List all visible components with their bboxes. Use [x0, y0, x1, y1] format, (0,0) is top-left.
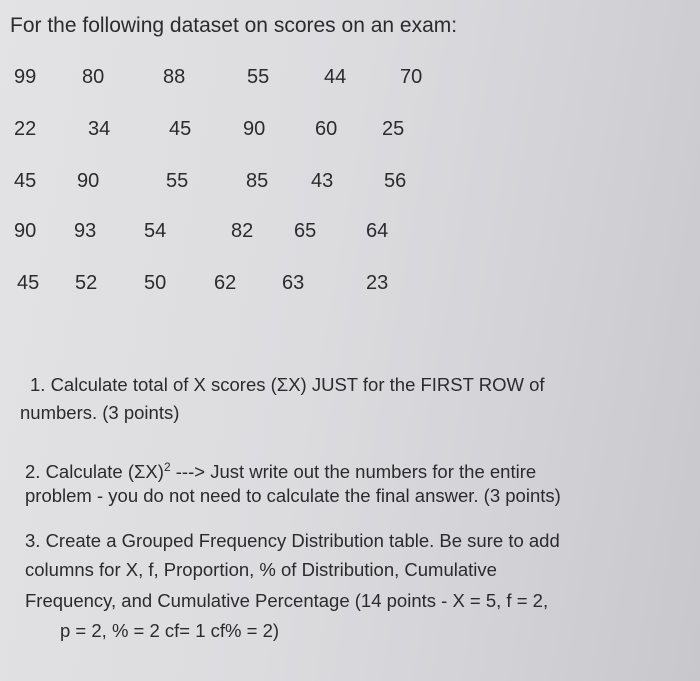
- question-3-line-2: columns for X, f, Proportion, % of Distribution, Cumulative: [25, 559, 497, 580]
- score-cell: 45: [169, 118, 192, 140]
- score-cell: 88: [163, 66, 186, 88]
- score-cell: 43: [311, 170, 334, 192]
- question-2-line-2: problem - you do not need to calculate the final answer. (3 points): [25, 485, 561, 506]
- question-3-line-4: p = 2, % = 2 cf= 1 cf% = 2): [60, 620, 280, 641]
- score-cell: 45: [17, 272, 40, 294]
- score-cell: 22: [14, 118, 37, 140]
- score-cell: 63: [282, 272, 305, 294]
- question-2-expression: 2. Calculate (ΣX): [25, 461, 164, 483]
- question-1-line-1: 1. Calculate total of X scores (ΣX) JUST for the FIRST ROW of: [30, 374, 545, 395]
- score-cell: 25: [382, 118, 405, 140]
- question-3-line-1: 3. Create a Grouped Frequency Distribution table. Be sure to add: [25, 530, 560, 551]
- score-cell: 65: [294, 220, 317, 242]
- score-cell: 85: [246, 170, 269, 192]
- score-cell: 62: [214, 272, 237, 294]
- score-cell: 55: [166, 170, 189, 192]
- score-cell: 99: [14, 66, 37, 88]
- score-cell: 34: [88, 118, 111, 140]
- score-cell: 45: [14, 170, 37, 192]
- score-cell: 23: [366, 272, 389, 294]
- score-cell: 54: [144, 220, 167, 242]
- score-cell: 60: [315, 118, 338, 140]
- score-cell: 56: [384, 170, 407, 192]
- question-3-line-3: Frequency, and Cumulative Percentage (14 points - X = 5, f = 2,: [25, 590, 549, 611]
- score-cell: 70: [400, 66, 423, 88]
- question-1-line-2: numbers. (3 points): [20, 402, 180, 423]
- score-cell: 44: [324, 66, 347, 88]
- score-cell: 50: [144, 272, 167, 294]
- score-cell: 52: [75, 272, 98, 294]
- question-2-instruction: ---> Just write out the numbers for the entire: [170, 461, 537, 483]
- squared-exponent: 2: [163, 460, 171, 474]
- score-cell: 93: [74, 220, 97, 242]
- score-cell: 90: [14, 220, 37, 242]
- score-cell: 90: [77, 170, 100, 192]
- score-cell: 90: [243, 118, 266, 140]
- score-cell: 55: [247, 66, 270, 88]
- score-cell: 64: [366, 220, 389, 242]
- score-cell: 80: [82, 66, 105, 88]
- page-title: For the following dataset on scores on an exam:: [10, 14, 458, 37]
- score-cell: 82: [231, 220, 254, 242]
